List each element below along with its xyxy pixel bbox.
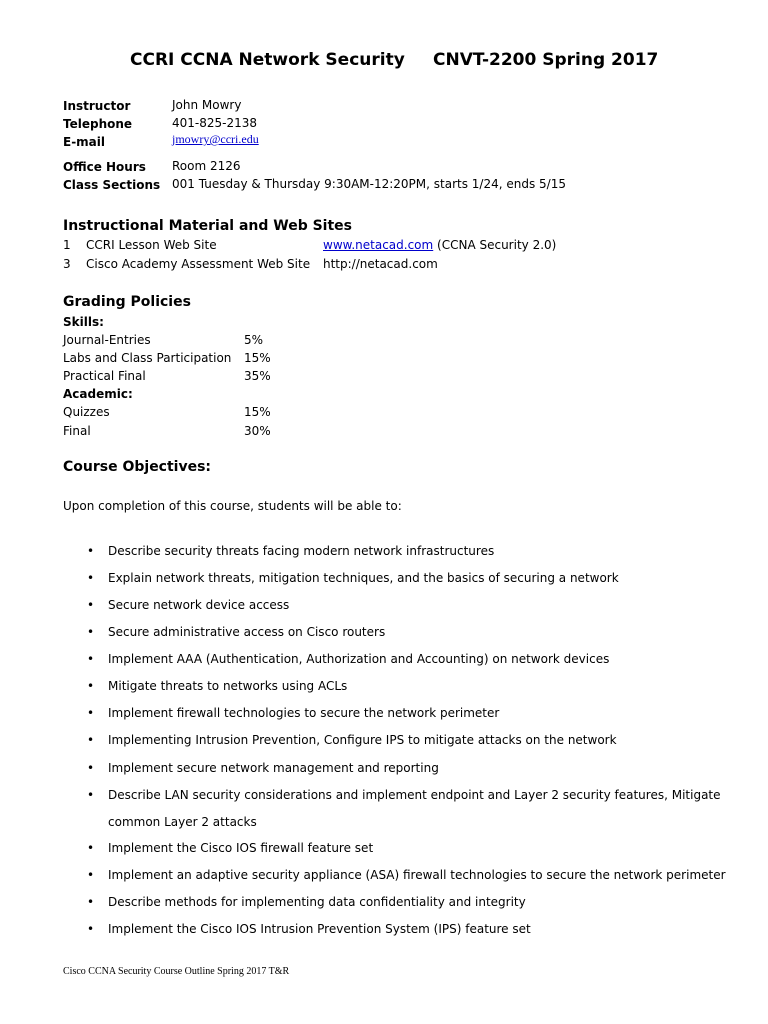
objective-item: Implement the Cisco IOS Intrusion Prevention System (IPS) feature set [108, 922, 531, 936]
grade-item-name: Labs and Class Participation [63, 351, 232, 365]
instructor-value: John Mowry [172, 98, 242, 112]
grade-item-name: Practical Final [63, 369, 146, 383]
grading-heading: Grading Policies [63, 294, 191, 310]
bullet-icon: • [87, 679, 95, 693]
objective-item: Secure administrative access on Cisco routers [108, 625, 386, 639]
grade-item-percent: 30% [244, 424, 271, 438]
objective-item: Implement the Cisco IOS firewall feature set [108, 841, 374, 855]
objective-item: Implementing Intrusion Prevention, Configure IPS to mitigate attacks on the network [108, 733, 617, 747]
class-sections-value: 001 Tuesday & Thursday 9:30AM-12:20PM, starts 1/24, ends 5/15 [172, 177, 566, 191]
material-row-num: 3 [63, 257, 71, 271]
office-hours-label: Office Hours [63, 160, 146, 174]
bullet-icon: • [87, 625, 95, 639]
material-row-site [323, 238, 556, 252]
objective-item: Mitigate threats to networks using ACLs [108, 679, 348, 693]
grade-item-percent: 5% [244, 333, 264, 347]
bullet-icon: • [87, 841, 95, 855]
material-row-name: CCRI Lesson Web Site [86, 238, 217, 252]
page-footer: Cisco CCNA Security Course Outline Spring 2017 T&R [63, 966, 290, 977]
telephone-label: Telephone [63, 117, 133, 131]
bullet-icon: • [87, 652, 95, 666]
objective-item: Explain network threats, mitigation techniques, and the basics of securing a network [108, 571, 619, 585]
academic-label: Academic: [63, 387, 133, 401]
class-sections-label: Class Sections [63, 178, 161, 192]
email-label: E-mail [63, 135, 106, 149]
email-link[interactable]: jmowry@ccri.edu [172, 132, 259, 146]
bullet-icon: • [87, 761, 95, 775]
skills-label: Skills: [63, 315, 104, 329]
office-hours-value: Room 2126 [172, 159, 241, 173]
bullet-icon: • [87, 895, 95, 909]
bullet-icon: • [87, 733, 95, 747]
instructor-label: Instructor [63, 99, 131, 113]
objective-item: Implement firewall technologies to secure the network perimeter [108, 706, 500, 720]
grade-item-percent: 15% [244, 405, 271, 419]
material-row-name: Cisco Academy Assessment Web Site [86, 257, 311, 271]
objective-item: Implement an adaptive security appliance (ASA) firewall technologies to secure the network perimeter [108, 868, 726, 882]
course-code-term: CNVT-2200 Spring 2017 [433, 50, 659, 70]
objectives-heading: Course Objectives: [63, 459, 212, 475]
bullet-icon: • [87, 544, 95, 558]
objective-item: Implement AAA (Authentication, Authorization and Accounting) on network devices [108, 652, 610, 666]
material-row-site: http://netacad.com [323, 257, 438, 271]
objective-item: Describe LAN security considerations and implement endpoint and Layer 2 security features, Mitigate [108, 788, 721, 802]
objective-item-continuation: common Layer 2 attacks [108, 815, 257, 829]
objective-item: Implement secure network management and reporting [108, 761, 439, 775]
bullet-icon: • [87, 868, 95, 882]
bullet-icon: • [87, 922, 95, 936]
netacad-link[interactable]: www.netacad.com [323, 238, 434, 252]
material-row-note: (CCNA Security 2.0) [433, 238, 557, 252]
objective-item: Secure network device access [108, 598, 290, 612]
material-row-num: 1 [63, 238, 71, 252]
grade-item-name: Quizzes [63, 405, 110, 419]
grade-item-percent: 35% [244, 369, 271, 383]
grade-item-percent: 15% [244, 351, 271, 365]
document-title: CCRI CCNA Network Security [130, 50, 405, 70]
bullet-icon: • [87, 571, 95, 585]
objectives-intro: Upon completion of this course, students will be able to: [63, 499, 402, 513]
materials-heading: Instructional Material and Web Sites [63, 218, 353, 234]
objective-item: Describe security threats facing modern network infrastructures [108, 544, 495, 558]
bullet-icon: • [87, 598, 95, 612]
bullet-icon: • [87, 788, 95, 802]
grade-item-name: Journal-Entries [63, 333, 151, 347]
grade-item-name: Final [63, 424, 91, 438]
telephone-value: 401-825-2138 [172, 116, 258, 130]
objective-item: Describe methods for implementing data confidentiality and integrity [108, 895, 526, 909]
bullet-icon: • [87, 706, 95, 720]
